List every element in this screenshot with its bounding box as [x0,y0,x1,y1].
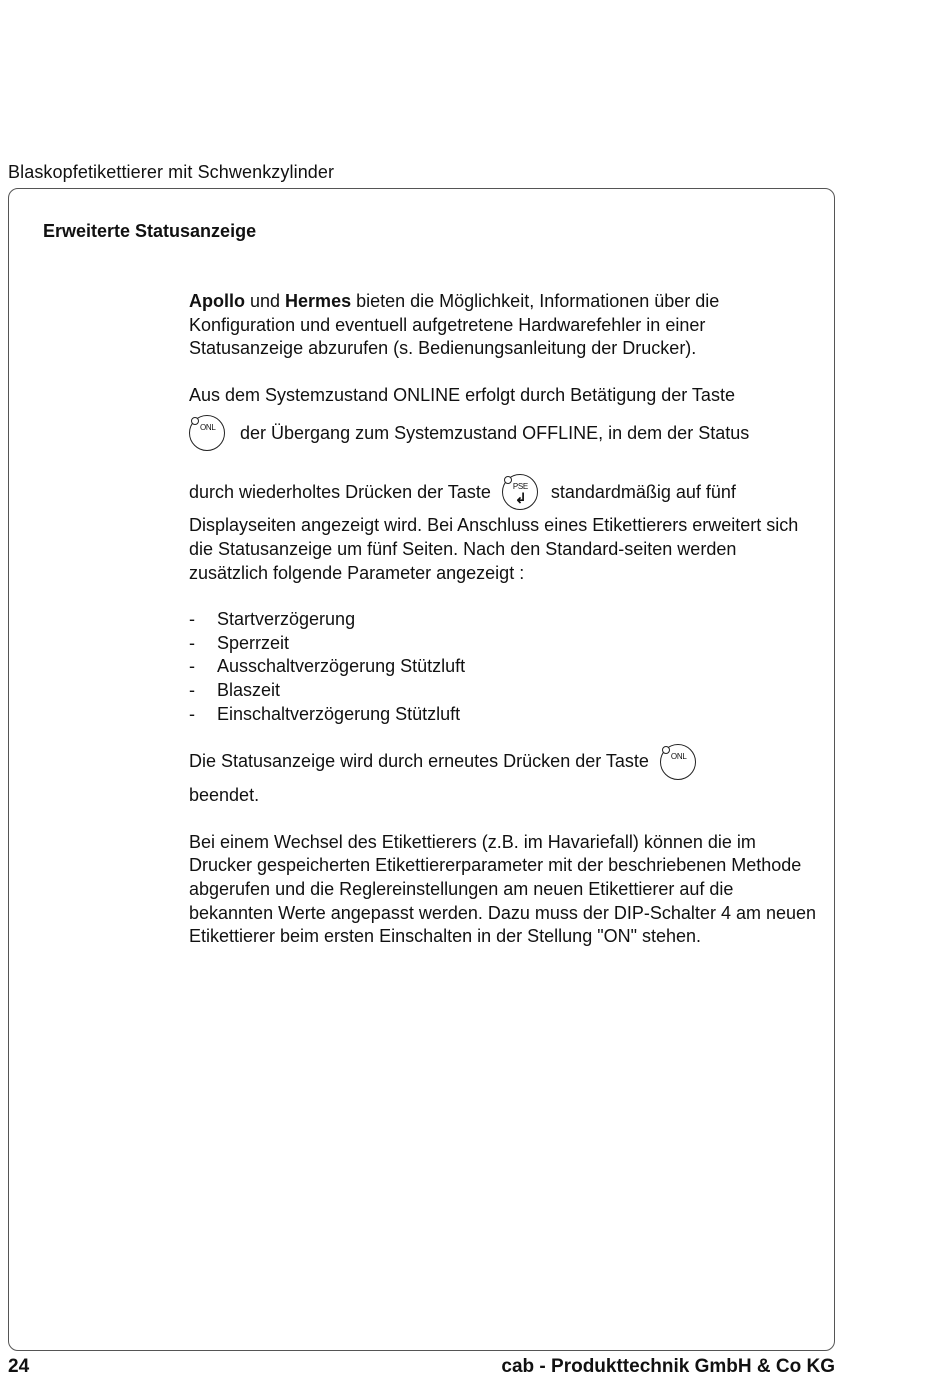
list-item [189,703,819,727]
parameter-list [189,608,819,726]
list-item-label: Ausschaltverzögerung Stützluft [217,656,466,677]
list-marker: - [189,632,195,653]
led-icon [662,746,670,754]
brand-hermes: Hermes [285,291,352,311]
row-onl-key [189,415,819,451]
paragraph-repeat: durch wiederholtes Drücken der Taste [189,481,491,502]
onl-key-label: ONL [670,752,687,762]
list-marker: - [189,656,195,677]
section-title: Erweiterte Statusanzeige [43,221,257,241]
paragraph-display-pages: Displayseiten angezeigt wird. Bei Anschluss eines Etikettierers erweitert sich die Statusanzeige um fünf Seiten. Nach den Standard-seiten werden zusätzlich folgende Parameter angezeigt : [189,515,799,583]
list-item-label: Sperrzeit [217,632,290,653]
list-marker: - [189,703,195,724]
list-item-label: Blaszeit [217,679,281,700]
enter-arrow-icon: ↲ [514,490,527,507]
header-title: Blaskopfetikettierer mit Schwenkzylinder [8,162,335,182]
list-item [189,632,819,656]
list-item-label: Einschaltverzögerung Stützluft [217,703,461,724]
list-item [189,608,819,632]
paragraph-intro [189,290,819,361]
list-marker: - [189,609,195,630]
paragraph-end-status: Die Statusanzeige wird durch erneutes Drücken der Taste [189,751,649,772]
row-pse-key [189,474,819,510]
paragraph-exchange: Bei einem Wechsel des Etikettierers (z.B. im Havariefall) können die im Drucker gespeicherten Etikettiererparameter mit der beschriebenen Methode abgerufen und die Reglereinstellungen am neuen Etikettierer auf die bekannten Werte angepasst werden. Dazu muss der DIP-Schalter 4 am neuen Etikettierer beim ersten Einschalten in der Stellung "ON" stehen. [189,831,817,947]
intro-text-2: bieten die Möglichkeit, Informationen über die Konfiguration und eventuell aufgetretene Hardwarefehler in einer Statusanzeige abzurufen (s. Bedienungsanleitung der Drucker). [189,291,720,359]
paragraph-default: standardmäßig auf fünf [550,481,736,502]
company-name: cab - Produkttechnik GmbH & Co KG [501,1356,835,1377]
pse-key-label: PSE [512,482,528,492]
brand-apollo: Apollo [189,291,245,311]
main-content [189,290,819,949]
row-onl-key-end [189,744,819,780]
pse-enter-key-icon [502,474,538,510]
onl-key-icon [660,744,696,780]
led-icon [191,417,199,425]
led-icon [504,476,512,484]
onl-key-icon [189,415,225,451]
list-item [189,655,819,679]
paragraph-offline: der Übergang zum Systemzustand OFFLINE, in dem der Status [240,422,750,443]
list-item [189,679,819,703]
paragraph-online: Aus dem Systemzustand ONLINE erfolgt durch Betätigung der Taste [189,384,735,405]
onl-key-label: ONL [200,423,216,433]
page-number: 24 [8,1356,30,1377]
intro-text-1: und [245,291,286,311]
list-marker: - [189,679,195,700]
list-item-label: Startverzögerung [217,609,356,630]
paragraph-ended: beendet. [189,785,260,806]
